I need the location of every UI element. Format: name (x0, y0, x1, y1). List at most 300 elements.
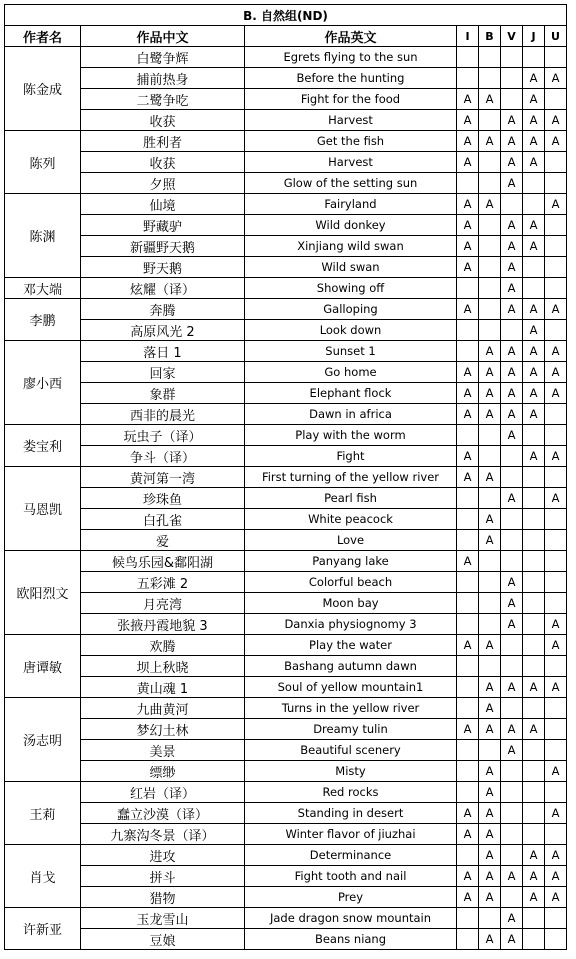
award-mark-i (457, 530, 479, 551)
award-mark-i (457, 782, 479, 803)
table-row (5, 593, 567, 614)
award-mark-v: A (501, 740, 523, 761)
table-row (5, 488, 567, 509)
award-mark-i (457, 425, 479, 446)
table-row (5, 677, 567, 698)
table-row (5, 719, 567, 740)
award-mark-i (457, 929, 479, 950)
award-mark-u: A (545, 362, 567, 383)
work-title-en: Fight tooth and nail (245, 866, 457, 887)
award-mark-j: A (523, 446, 545, 467)
work-title-zh: 爱 (81, 530, 245, 551)
award-mark-j: A (523, 677, 545, 698)
award-mark-j: A (523, 299, 545, 320)
award-mark-v: A (501, 236, 523, 257)
award-mark-i: A (457, 887, 479, 908)
work-title-en: First turning of the yellow river (245, 467, 457, 488)
award-mark-v: A (501, 719, 523, 740)
award-mark-i (457, 278, 479, 299)
award-mark-j: A (523, 152, 545, 173)
award-mark-j (523, 467, 545, 488)
work-title-en: Beautiful scenery (245, 740, 457, 761)
award-mark-b (479, 68, 501, 89)
award-mark-u: A (545, 110, 567, 131)
work-title-zh: 野天鹅 (81, 257, 245, 278)
award-mark-b: A (479, 929, 501, 950)
author-name: 肖戈 (5, 845, 81, 908)
award-mark-i (457, 341, 479, 362)
award-mark-j: A (523, 404, 545, 425)
award-mark-v (501, 320, 523, 341)
award-mark-b (479, 215, 501, 236)
author-name: 陈金成 (5, 47, 81, 131)
award-mark-j (523, 593, 545, 614)
award-mark-j: A (523, 866, 545, 887)
award-mark-v: A (501, 299, 523, 320)
work-title-zh: 猎物 (81, 887, 245, 908)
award-mark-i: A (457, 803, 479, 824)
award-mark-b: A (479, 824, 501, 845)
work-title-zh: 捕前热身 (81, 68, 245, 89)
award-mark-i (457, 173, 479, 194)
award-mark-u: A (545, 614, 567, 635)
work-title-en: Panyang lake (245, 551, 457, 572)
table-row (5, 761, 567, 782)
award-mark-b: A (479, 509, 501, 530)
table-row (5, 299, 567, 320)
award-mark-j (523, 509, 545, 530)
work-title-en: Prey (245, 887, 457, 908)
award-mark-j (523, 782, 545, 803)
award-mark-v (501, 803, 523, 824)
work-title-zh: 争斗（译） (81, 446, 245, 467)
award-mark-b (479, 446, 501, 467)
award-mark-v: A (501, 152, 523, 173)
award-mark-b (479, 257, 501, 278)
work-title-zh: 奔腾 (81, 299, 245, 320)
award-mark-i: A (457, 131, 479, 152)
award-mark-v (501, 656, 523, 677)
award-mark-v (501, 68, 523, 89)
award-mark-b: A (479, 383, 501, 404)
award-mark-i (457, 47, 479, 68)
award-mark-b: A (479, 866, 501, 887)
award-mark-b: A (479, 845, 501, 866)
award-mark-i: A (457, 257, 479, 278)
award-mark-u: A (545, 761, 567, 782)
work-title-zh: 玉龙雪山 (81, 908, 245, 929)
award-mark-i (457, 320, 479, 341)
award-mark-i (457, 572, 479, 593)
award-mark-u: A (545, 488, 567, 509)
award-mark-v: A (501, 593, 523, 614)
award-mark-v (501, 467, 523, 488)
award-mark-b: A (479, 89, 501, 110)
author-name: 唐谭敏 (5, 635, 81, 698)
work-title-zh: 九曲黄河 (81, 698, 245, 719)
work-title-en: Play the water (245, 635, 457, 656)
work-title-zh: 炫耀（译） (81, 278, 245, 299)
award-mark-u: A (545, 635, 567, 656)
award-mark-j (523, 803, 545, 824)
award-mark-j: A (523, 341, 545, 362)
award-mark-u: A (545, 299, 567, 320)
award-mark-v: A (501, 572, 523, 593)
award-mark-b (479, 740, 501, 761)
award-mark-b (479, 47, 501, 68)
award-mark-i (457, 908, 479, 929)
award-mark-u (545, 215, 567, 236)
table-row (5, 467, 567, 488)
work-title-en: Glow of the setting sun (245, 173, 457, 194)
table-row (5, 509, 567, 530)
award-mark-i (457, 593, 479, 614)
author-name: 陈渊 (5, 194, 81, 278)
award-mark-u: A (545, 677, 567, 698)
award-mark-v: A (501, 404, 523, 425)
results-table (4, 4, 567, 950)
award-mark-j (523, 635, 545, 656)
work-title-zh: 白鹭争辉 (81, 47, 245, 68)
award-mark-u (545, 551, 567, 572)
award-mark-i: A (457, 635, 479, 656)
award-mark-v (501, 698, 523, 719)
work-title-zh: 豆娘 (81, 929, 245, 950)
award-mark-v: A (501, 929, 523, 950)
work-title-zh: 进攻 (81, 845, 245, 866)
table-row (5, 152, 567, 173)
award-mark-v: A (501, 341, 523, 362)
award-mark-j: A (523, 383, 545, 404)
award-mark-j (523, 929, 545, 950)
award-mark-j: A (523, 320, 545, 341)
award-mark-b: A (479, 698, 501, 719)
award-mark-b: A (479, 131, 501, 152)
award-mark-b: A (479, 362, 501, 383)
award-mark-v: A (501, 173, 523, 194)
award-mark-j: A (523, 89, 545, 110)
table-row (5, 320, 567, 341)
table-row (5, 908, 567, 929)
award-mark-i (457, 509, 479, 530)
award-header-j: J (523, 26, 545, 47)
work-title-en: Soul of yellow mountain1 (245, 677, 457, 698)
award-header-u: U (545, 26, 567, 47)
award-mark-j (523, 278, 545, 299)
award-mark-v: A (501, 362, 523, 383)
table-body (5, 47, 567, 950)
title-zh-header: 作品中文 (81, 26, 245, 47)
award-mark-u (545, 257, 567, 278)
award-mark-u (545, 593, 567, 614)
award-mark-j (523, 488, 545, 509)
work-title-zh: 黄山魂 1 (81, 677, 245, 698)
award-mark-i: A (457, 446, 479, 467)
award-mark-v: A (501, 257, 523, 278)
author-name: 陈列 (5, 131, 81, 194)
award-mark-v: A (501, 110, 523, 131)
award-mark-j: A (523, 362, 545, 383)
author-name: 马恩凯 (5, 467, 81, 551)
author-name: 廖小西 (5, 341, 81, 425)
award-mark-u (545, 782, 567, 803)
work-title-zh: 坝上秋晓 (81, 656, 245, 677)
award-mark-j (523, 740, 545, 761)
award-mark-i (457, 761, 479, 782)
award-mark-v (501, 635, 523, 656)
work-title-en: Egrets flying to the sun (245, 47, 457, 68)
award-mark-u (545, 509, 567, 530)
award-mark-v: A (501, 425, 523, 446)
work-title-zh: 欢腾 (81, 635, 245, 656)
table-row (5, 572, 567, 593)
award-mark-j: A (523, 887, 545, 908)
award-mark-j (523, 173, 545, 194)
table-row (5, 257, 567, 278)
award-mark-b (479, 572, 501, 593)
work-title-zh: 二鹭争吃 (81, 89, 245, 110)
work-title-en: Turns in the yellow river (245, 698, 457, 719)
work-title-zh: 月亮湾 (81, 593, 245, 614)
award-mark-v (501, 551, 523, 572)
work-title-zh: 美景 (81, 740, 245, 761)
work-title-zh: 候鸟乐园&鄱阳湖 (81, 551, 245, 572)
work-title-zh: 高原风光 2 (81, 320, 245, 341)
award-mark-i: A (457, 866, 479, 887)
award-mark-v (501, 509, 523, 530)
award-mark-b (479, 173, 501, 194)
work-title-en: Harvest (245, 152, 457, 173)
award-mark-b: A (479, 782, 501, 803)
award-mark-u (545, 47, 567, 68)
work-title-en: Dreamy tulin (245, 719, 457, 740)
award-mark-i (457, 68, 479, 89)
award-mark-u: A (545, 68, 567, 89)
work-title-zh: 西非的晨光 (81, 404, 245, 425)
work-title-zh: 黄河第一湾 (81, 467, 245, 488)
award-mark-i: A (457, 824, 479, 845)
work-title-en: Love (245, 530, 457, 551)
table-row (5, 740, 567, 761)
award-mark-j (523, 824, 545, 845)
award-mark-b: A (479, 467, 501, 488)
award-mark-u: A (545, 341, 567, 362)
work-title-zh: 拼斗 (81, 866, 245, 887)
award-mark-i: A (457, 404, 479, 425)
award-mark-b: A (479, 194, 501, 215)
table-row (5, 803, 567, 824)
work-title-zh: 回家 (81, 362, 245, 383)
work-title-en: Go home (245, 362, 457, 383)
table-row (5, 551, 567, 572)
section-title-row (5, 5, 567, 26)
award-mark-i: A (457, 89, 479, 110)
table-row (5, 887, 567, 908)
work-title-en: Galloping (245, 299, 457, 320)
award-mark-v (501, 194, 523, 215)
work-title-en: Beans niang (245, 929, 457, 950)
section-title: B. 自然组(ND) (5, 5, 567, 26)
award-mark-i (457, 845, 479, 866)
award-mark-i (457, 488, 479, 509)
table-row (5, 383, 567, 404)
award-mark-v: A (501, 488, 523, 509)
work-title-en: Before the hunting (245, 68, 457, 89)
award-mark-u (545, 152, 567, 173)
work-title-zh: 缥缈 (81, 761, 245, 782)
award-mark-u (545, 698, 567, 719)
table-row (5, 362, 567, 383)
award-mark-b: A (479, 404, 501, 425)
work-title-en: Xinjiang wild swan (245, 236, 457, 257)
award-mark-u (545, 572, 567, 593)
author-name: 许新亚 (5, 908, 81, 950)
work-title-en: Look down (245, 320, 457, 341)
award-mark-u (545, 467, 567, 488)
work-title-en: Elephant flock (245, 383, 457, 404)
work-title-en: Showing off (245, 278, 457, 299)
award-mark-v: A (501, 215, 523, 236)
work-title-en: Determinance (245, 845, 457, 866)
award-mark-v (501, 782, 523, 803)
award-mark-v (501, 446, 523, 467)
award-mark-i: A (457, 719, 479, 740)
author-name: 欧阳烈文 (5, 551, 81, 635)
award-mark-b: A (479, 761, 501, 782)
award-mark-i (457, 656, 479, 677)
award-mark-b: A (479, 887, 501, 908)
award-mark-i: A (457, 110, 479, 131)
award-mark-u (545, 719, 567, 740)
award-mark-j (523, 614, 545, 635)
award-mark-b: A (479, 341, 501, 362)
work-title-zh: 胜利者 (81, 131, 245, 152)
award-mark-i: A (457, 215, 479, 236)
work-title-en: Play with the worm (245, 425, 457, 446)
table-row (5, 173, 567, 194)
award-mark-j: A (523, 110, 545, 131)
award-mark-u: A (545, 194, 567, 215)
table-row (5, 614, 567, 635)
work-title-en: White peacock (245, 509, 457, 530)
award-mark-j: A (523, 68, 545, 89)
award-mark-b: A (479, 803, 501, 824)
award-mark-b (479, 236, 501, 257)
award-mark-v (501, 47, 523, 68)
work-title-zh: 梦幻土林 (81, 719, 245, 740)
award-mark-i: A (457, 152, 479, 173)
work-title-zh: 新疆野天鹅 (81, 236, 245, 257)
work-title-zh: 野藏驴 (81, 215, 245, 236)
award-mark-i: A (457, 383, 479, 404)
award-mark-u (545, 530, 567, 551)
author-name: 李鹏 (5, 299, 81, 341)
author-name: 娄宝利 (5, 425, 81, 467)
work-title-en: Misty (245, 761, 457, 782)
table-row (5, 446, 567, 467)
award-mark-j (523, 194, 545, 215)
table-row (5, 635, 567, 656)
work-title-zh: 收获 (81, 152, 245, 173)
award-mark-j (523, 572, 545, 593)
work-title-zh: 象群 (81, 383, 245, 404)
table-row (5, 47, 567, 68)
work-title-zh: 五彩滩 2 (81, 572, 245, 593)
award-mark-v (501, 89, 523, 110)
award-mark-j (523, 656, 545, 677)
award-mark-j (523, 551, 545, 572)
award-mark-u: A (545, 383, 567, 404)
table-row (5, 236, 567, 257)
work-title-zh: 仙境 (81, 194, 245, 215)
award-mark-u (545, 404, 567, 425)
work-title-en: Winter flavor of jiuzhai (245, 824, 457, 845)
award-mark-u: A (545, 845, 567, 866)
author-name: 王莉 (5, 782, 81, 845)
award-mark-v: A (501, 614, 523, 635)
award-mark-v: A (501, 383, 523, 404)
award-mark-b (479, 488, 501, 509)
table-row (5, 698, 567, 719)
award-mark-i: A (457, 194, 479, 215)
award-mark-v: A (501, 677, 523, 698)
award-mark-b (479, 278, 501, 299)
award-mark-j: A (523, 845, 545, 866)
award-mark-u (545, 740, 567, 761)
award-mark-b (479, 152, 501, 173)
award-mark-v (501, 530, 523, 551)
author-name: 邓大端 (5, 278, 81, 299)
work-title-zh: 白孔雀 (81, 509, 245, 530)
work-title-en: Fight for the food (245, 89, 457, 110)
award-mark-j: A (523, 236, 545, 257)
award-mark-v: A (501, 908, 523, 929)
work-title-en: Harvest (245, 110, 457, 131)
work-title-en: Standing in desert (245, 803, 457, 824)
table-row (5, 782, 567, 803)
award-mark-u: A (545, 446, 567, 467)
award-mark-j: A (523, 131, 545, 152)
award-mark-u (545, 278, 567, 299)
award-mark-u (545, 236, 567, 257)
award-mark-b: A (479, 635, 501, 656)
award-mark-u (545, 89, 567, 110)
header-row (5, 26, 567, 47)
award-mark-j (523, 761, 545, 782)
table-row (5, 68, 567, 89)
work-title-en: Moon bay (245, 593, 457, 614)
author-name: 汤志明 (5, 698, 81, 782)
table-row (5, 89, 567, 110)
table-row (5, 278, 567, 299)
award-mark-i (457, 677, 479, 698)
award-mark-b (479, 551, 501, 572)
award-mark-i (457, 614, 479, 635)
work-title-en: Pearl fish (245, 488, 457, 509)
award-mark-u (545, 173, 567, 194)
work-title-en: Sunset 1 (245, 341, 457, 362)
award-mark-u: A (545, 866, 567, 887)
award-mark-u: A (545, 131, 567, 152)
award-mark-v (501, 761, 523, 782)
award-header-b: B (479, 26, 501, 47)
work-title-zh: 玩虫子（译） (81, 425, 245, 446)
award-mark-b (479, 320, 501, 341)
work-title-en: Red rocks (245, 782, 457, 803)
award-mark-j (523, 698, 545, 719)
award-mark-u (545, 824, 567, 845)
award-mark-v (501, 845, 523, 866)
